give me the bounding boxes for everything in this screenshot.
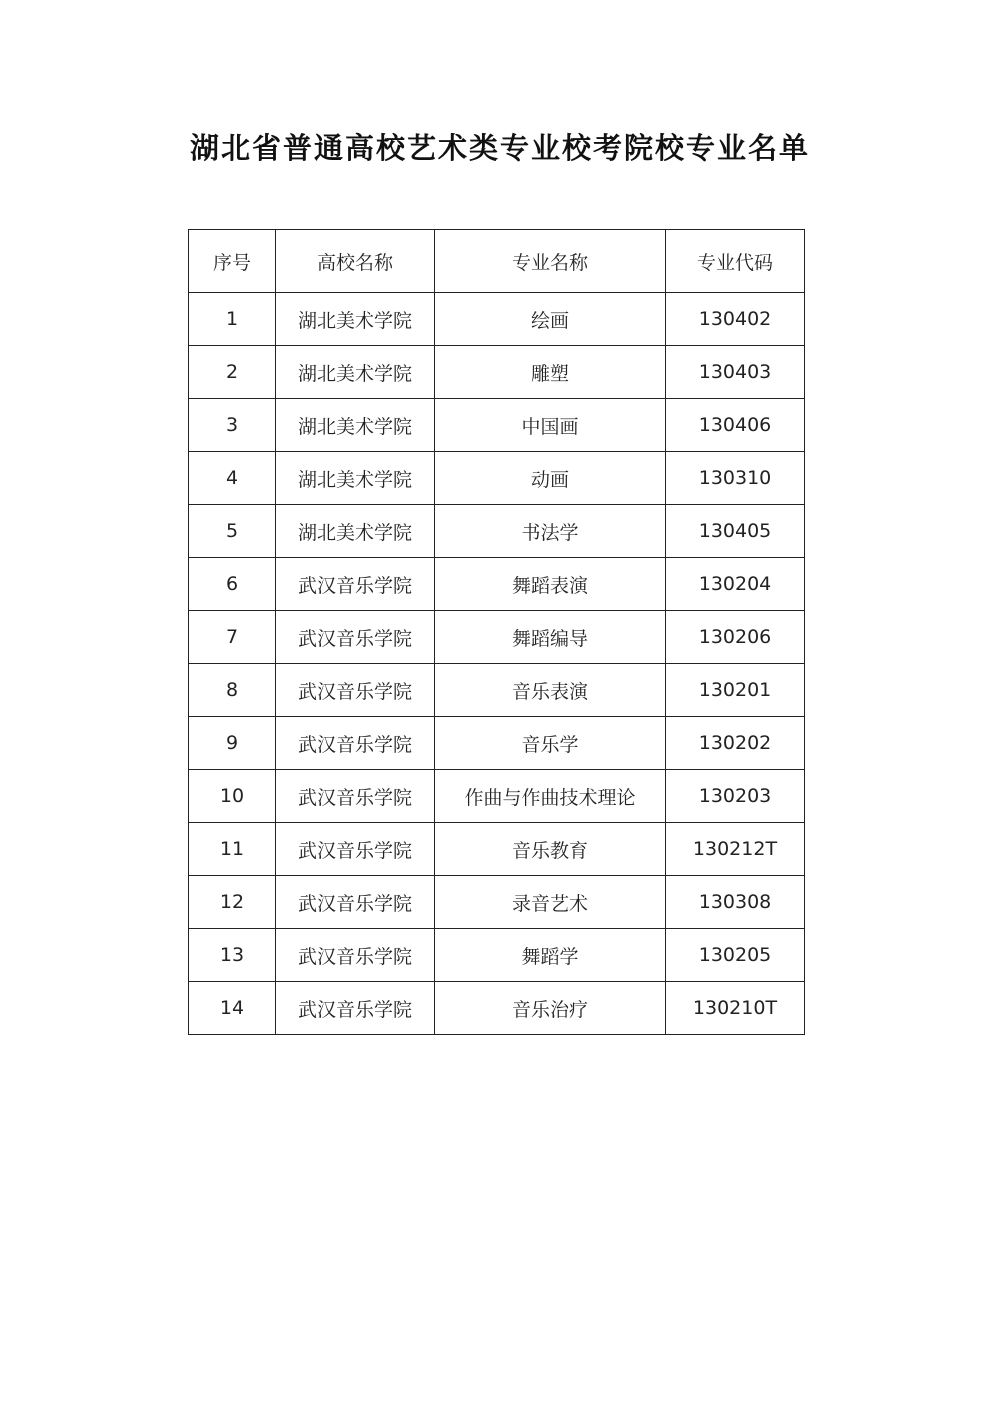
table-row — [189, 558, 805, 611]
header-serial-number: 序号 — [189, 230, 276, 293]
table-row — [189, 823, 805, 876]
cell-major-name: 中国画 — [435, 399, 666, 452]
cell-major-code: 130310 — [666, 452, 805, 505]
cell-major-name: 音乐学 — [435, 717, 666, 770]
cell-serial-number: 7 — [189, 611, 276, 664]
cell-major-code: 130402 — [666, 293, 805, 346]
table-row — [189, 717, 805, 770]
table-header — [189, 230, 805, 293]
table-header-row — [189, 230, 805, 293]
cell-major-name: 雕塑 — [435, 346, 666, 399]
table-row — [189, 505, 805, 558]
cell-major-code: 130202 — [666, 717, 805, 770]
cell-major-name: 舞蹈编导 — [435, 611, 666, 664]
cell-school-name: 湖北美术学院 — [276, 293, 435, 346]
document-title: 湖北省普通高校艺术类专业校考院校专业名单 — [189, 131, 810, 165]
cell-major-code: 130205 — [666, 929, 805, 982]
cell-school-name: 武汉音乐学院 — [276, 929, 435, 982]
table-row — [189, 982, 805, 1035]
cell-school-name: 湖北美术学院 — [276, 399, 435, 452]
cell-school-name: 湖北美术学院 — [276, 505, 435, 558]
table-row — [189, 770, 805, 823]
cell-major-code: 130212T — [666, 823, 805, 876]
cell-major-name: 音乐教育 — [435, 823, 666, 876]
cell-school-name: 湖北美术学院 — [276, 452, 435, 505]
cell-major-name: 舞蹈学 — [435, 929, 666, 982]
cell-major-name: 动画 — [435, 452, 666, 505]
cell-major-name: 音乐治疗 — [435, 982, 666, 1035]
cell-major-code: 130204 — [666, 558, 805, 611]
table-row — [189, 929, 805, 982]
cell-school-name: 武汉音乐学院 — [276, 664, 435, 717]
cell-school-name: 武汉音乐学院 — [276, 876, 435, 929]
cell-major-name: 绘画 — [435, 293, 666, 346]
table-row — [189, 293, 805, 346]
cell-major-name: 录音艺术 — [435, 876, 666, 929]
cell-major-code: 130201 — [666, 664, 805, 717]
table-row — [189, 346, 805, 399]
cell-serial-number: 9 — [189, 717, 276, 770]
cell-school-name: 武汉音乐学院 — [276, 770, 435, 823]
cell-serial-number: 4 — [189, 452, 276, 505]
table-row — [189, 664, 805, 717]
cell-school-name: 武汉音乐学院 — [276, 717, 435, 770]
cell-school-name: 武汉音乐学院 — [276, 823, 435, 876]
cell-major-name: 书法学 — [435, 505, 666, 558]
cell-serial-number: 14 — [189, 982, 276, 1035]
table-row — [189, 611, 805, 664]
cell-major-code: 130203 — [666, 770, 805, 823]
cell-major-code: 130406 — [666, 399, 805, 452]
cell-serial-number: 13 — [189, 929, 276, 982]
header-major-name: 专业名称 — [435, 230, 666, 293]
cell-serial-number: 12 — [189, 876, 276, 929]
cell-major-code: 130308 — [666, 876, 805, 929]
cell-major-code: 130403 — [666, 346, 805, 399]
cell-serial-number: 5 — [189, 505, 276, 558]
cell-serial-number: 11 — [189, 823, 276, 876]
cell-school-name: 武汉音乐学院 — [276, 611, 435, 664]
cell-serial-number: 6 — [189, 558, 276, 611]
cell-major-code: 130405 — [666, 505, 805, 558]
cell-major-name: 音乐表演 — [435, 664, 666, 717]
cell-serial-number: 8 — [189, 664, 276, 717]
major-list-table — [188, 229, 805, 1035]
cell-major-name: 作曲与作曲技术理论 — [435, 770, 666, 823]
cell-major-code: 130206 — [666, 611, 805, 664]
cell-serial-number: 3 — [189, 399, 276, 452]
table-row — [189, 876, 805, 929]
cell-school-name: 武汉音乐学院 — [276, 982, 435, 1035]
cell-major-name: 舞蹈表演 — [435, 558, 666, 611]
cell-school-name: 湖北美术学院 — [276, 346, 435, 399]
cell-school-name: 武汉音乐学院 — [276, 558, 435, 611]
cell-serial-number: 10 — [189, 770, 276, 823]
cell-serial-number: 2 — [189, 346, 276, 399]
table-row — [189, 399, 805, 452]
cell-serial-number: 1 — [189, 293, 276, 346]
table-body — [189, 293, 805, 1035]
header-major-code: 专业代码 — [666, 230, 805, 293]
header-school-name: 高校名称 — [276, 230, 435, 293]
cell-major-code: 130210T — [666, 982, 805, 1035]
table-row — [189, 452, 805, 505]
